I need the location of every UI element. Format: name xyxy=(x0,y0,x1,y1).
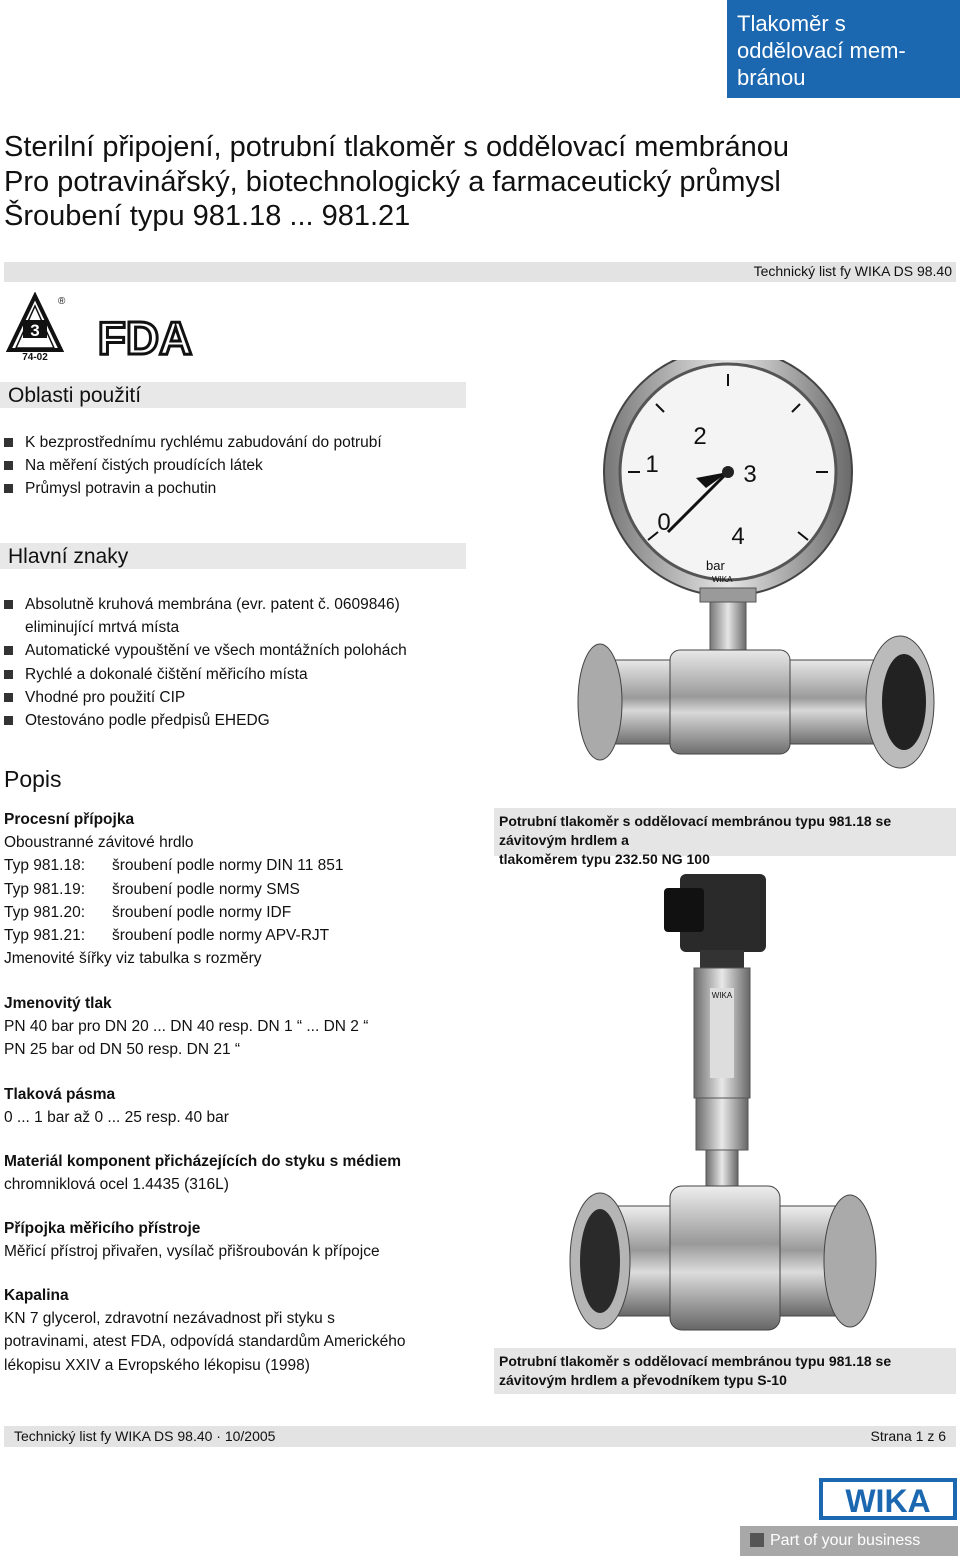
dial-number-0: 0 xyxy=(657,509,671,536)
wika-logo xyxy=(819,1478,957,1520)
liquid-line: lékopisu XXIV a Evropského lékopisu (1998) xyxy=(4,1356,310,1374)
title-line-1: Sterilní připojení, potrubní tlakoměr s oddělovací membránou xyxy=(4,131,790,163)
features-list xyxy=(4,593,407,732)
category-line-2: oddělovací mem- xyxy=(737,38,906,63)
category-line-1: Tlakoměr s xyxy=(737,11,846,36)
features-item-line: eliminující mrtvá místa xyxy=(25,619,180,637)
dial-number-3: 3 xyxy=(743,461,757,488)
process-row xyxy=(4,854,344,877)
process-connection-section xyxy=(4,808,344,970)
nominal-pressure-heading: Jmenovitý tlak xyxy=(4,995,112,1012)
category-box xyxy=(727,0,960,98)
gauge-caption-line: tlakoměrem typu 232.50 NG 100 xyxy=(499,851,710,867)
category-line-3: bránou xyxy=(737,65,806,90)
features-item: Rychlé a dokonalé čištění měřicího místa xyxy=(4,663,407,686)
process-desc: šroubení podle normy IDF xyxy=(112,903,292,921)
gauge-caption xyxy=(494,808,956,856)
gauge-caption-line: Potrubní tlakoměr s oddělovací membránou typu 981.18 se xyxy=(499,813,892,829)
liquid-line: KN 7 glycerol, zdravotní nezávadnost při styku s xyxy=(4,1310,335,1328)
process-type: Typ 981.20: xyxy=(4,903,86,921)
nominal-pressure-section xyxy=(4,992,368,1062)
material-heading: Materiál komponent přicházejících do styku s médiem xyxy=(4,1153,402,1170)
footer-bar xyxy=(4,1426,956,1447)
description-heading: Popis xyxy=(4,766,62,792)
transmitter-caption xyxy=(494,1348,956,1394)
instrument-connection-section xyxy=(4,1217,380,1263)
areas-item: Na měření čistých proudících látek xyxy=(4,454,382,477)
process-type: Typ 981.21: xyxy=(4,927,86,945)
areas-item: Průmysl potravin a pochutin xyxy=(4,477,382,500)
page-title xyxy=(4,130,924,234)
instrument-heading: Přípojka měřicího přístroje xyxy=(4,1220,201,1237)
pressure-ranges-line: 0 ... 1 bar až 0 ... 25 resp. 40 bar xyxy=(4,1109,229,1127)
datasheet-ref: Technický list fy WIKA DS 98.40 xyxy=(753,263,952,279)
features-item: Otestováno podle předpisů EHEDG xyxy=(4,709,407,732)
nominal-pressure-line: PN 40 bar pro DN 20 ... DN 40 resp. DN 1 “ ... DN 2 “ xyxy=(4,1018,369,1036)
dial-brand: WIKA xyxy=(712,575,733,584)
features-item: Automatické vypouštění ve všech montážních polohách xyxy=(4,639,407,662)
process-type: Typ 981.19: xyxy=(4,880,86,898)
areas-item: K bezprostřednímu rychlému zabudování do potrubí xyxy=(4,431,382,454)
dial-unit: bar xyxy=(706,558,725,573)
3a-code: 74-02 xyxy=(22,352,48,362)
fda-logo xyxy=(94,314,196,360)
liquid-section xyxy=(4,1284,405,1377)
wika-logo-text: WIKA xyxy=(845,1483,931,1519)
3a-number: 3 xyxy=(30,321,40,340)
tagline-text: Part of your business xyxy=(770,1532,921,1549)
process-heading: Procesní přípojka xyxy=(4,811,135,828)
3a-registered: ® xyxy=(58,296,66,307)
process-intro: Oboustranné závitové hrdlo xyxy=(4,834,194,852)
fda-text: FDA xyxy=(97,314,193,360)
brand-tagline xyxy=(740,1526,958,1556)
title-line-3: Šroubení typu 981.18 ... 981.21 xyxy=(4,200,411,232)
footer-datasheet: Technický list fy WIKA DS 98.40 · 10/2005 xyxy=(14,1428,276,1444)
areas-list xyxy=(4,431,382,501)
process-row xyxy=(4,924,344,947)
process-row xyxy=(4,878,344,901)
transmitter-caption-line: Potrubní tlakoměr s oddělovací membránou typu 981.18 se xyxy=(499,1353,892,1369)
dial-number-2: 2 xyxy=(693,423,707,450)
3a-sanitary-logo xyxy=(4,292,66,362)
footer-page-number: Strana 1 z 6 xyxy=(870,1428,946,1444)
liquid-line: potravinami, atest FDA, odpovídá standardům Amerického xyxy=(4,1333,406,1351)
transmitter-label: WIKA xyxy=(711,991,733,1000)
pressure-transmitter-image xyxy=(560,868,956,1358)
dial-number-4: 4 xyxy=(731,523,745,550)
features-item-line: Absolutně kruhová membrána (evr. patent č. 0609846) xyxy=(25,596,400,613)
process-desc: šroubení podle normy DIN 11 851 xyxy=(112,857,344,875)
title-line-2: Pro potravinářský, biotechnologický a farmaceutický průmysl xyxy=(4,165,781,198)
features-item xyxy=(4,593,407,639)
process-note: Jmenovité šířky viz tabulka s rozměry xyxy=(4,950,262,968)
features-heading: Hlavní znaky xyxy=(0,543,466,569)
material-section xyxy=(4,1150,401,1196)
nominal-pressure-line: PN 25 bar od DN 50 resp. DN 21 “ xyxy=(4,1041,241,1059)
material-line: chromniklová ocel 1.4435 (316L) xyxy=(4,1176,229,1194)
process-row xyxy=(4,901,344,924)
process-desc: šroubení podle normy SMS xyxy=(112,880,300,898)
transmitter-caption-line: závitovým hrdlem a převodníkem typu S-10 xyxy=(499,1372,787,1388)
tagline-square-icon xyxy=(750,1533,764,1547)
dial-number-1: 1 xyxy=(645,451,659,478)
datasheet-bar xyxy=(4,262,956,282)
pressure-ranges-section xyxy=(4,1083,229,1129)
process-desc: šroubení podle normy APV-RJT xyxy=(112,927,330,945)
liquid-heading: Kapalina xyxy=(4,1287,69,1304)
instrument-line: Měřicí přístroj přivařen, vysílač přišroubován k přípojce xyxy=(4,1243,380,1261)
pressure-ranges-heading: Tlaková pásma xyxy=(4,1086,116,1103)
pressure-gauge-image xyxy=(560,360,956,790)
process-type: Typ 981.18: xyxy=(4,857,86,875)
features-item: Vhodné pro použití CIP xyxy=(4,686,407,709)
gauge-caption-line: závitovým hrdlem a xyxy=(499,832,629,848)
areas-heading: Oblasti použití xyxy=(0,382,466,408)
